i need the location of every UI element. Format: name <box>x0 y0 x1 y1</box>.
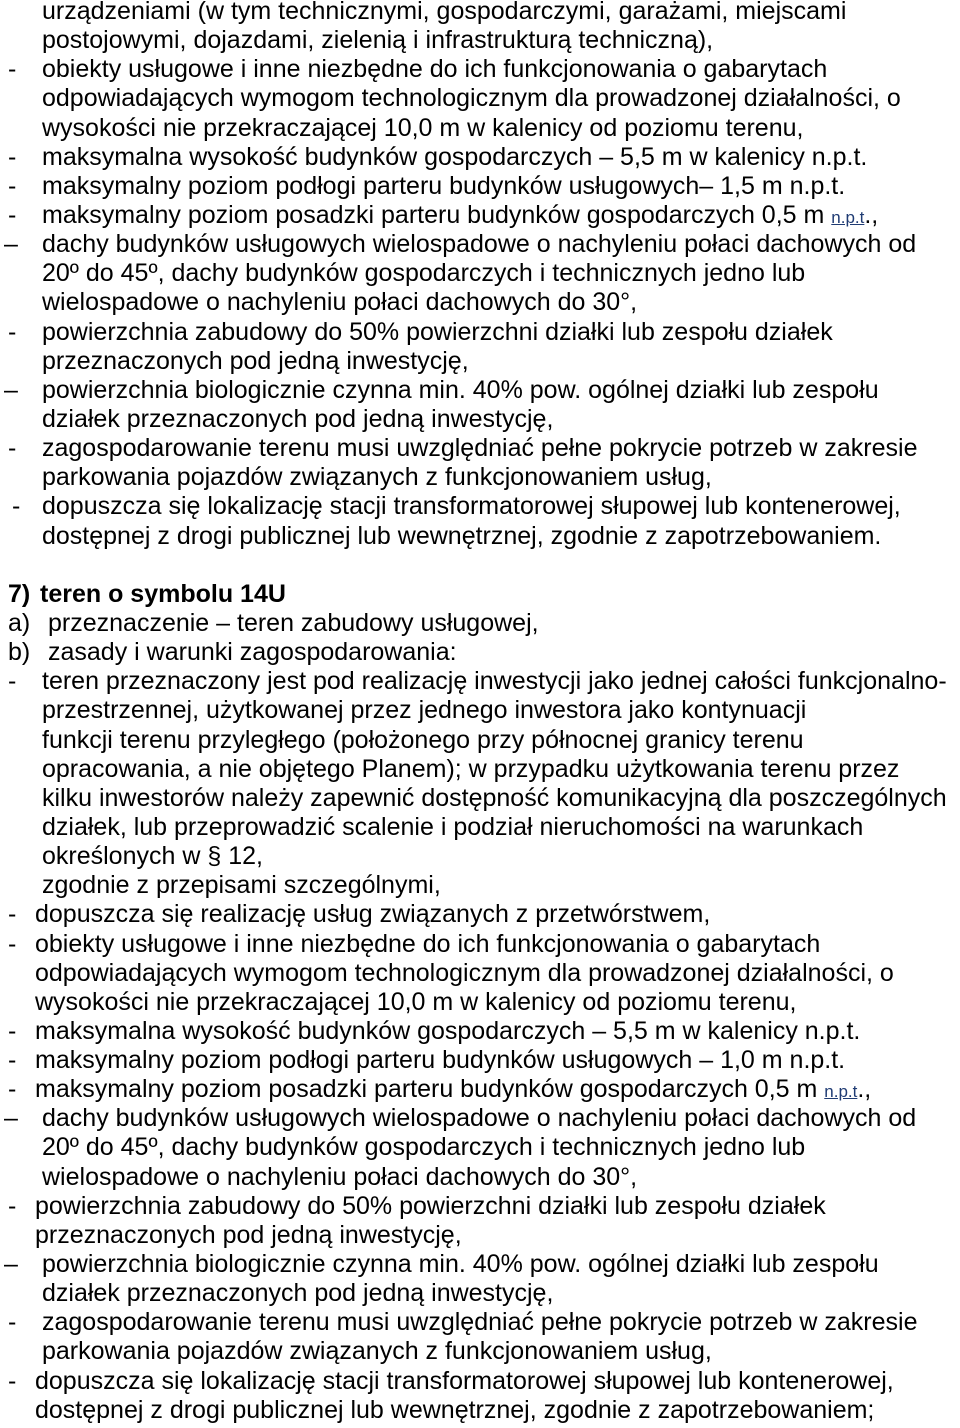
list-item <box>0 230 960 317</box>
bullet-dash: - <box>8 1075 17 1104</box>
bullet-dash: - <box>8 1308 17 1337</box>
item-text: maksymalna wysokość budynków gospodarczych – 5,5 m w kalenicy n.p.t. <box>42 142 868 171</box>
text-line <box>0 1104 960 1133</box>
text-line <box>0 959 960 988</box>
bullet-en-dash: – <box>4 375 18 404</box>
item-text: dopuszcza się lokalizację stacji transformatorowej słupowej lub kontenerowej, <box>35 1366 894 1395</box>
item-text: funkcji terenu przyległego (położonego przy północnej granicy terenu <box>42 725 804 754</box>
bullet-dash: - <box>8 1366 17 1395</box>
text-line <box>0 696 960 725</box>
item-text: przeznaczonych pod jedną inwestycję, <box>35 1220 462 1249</box>
text-line <box>0 930 960 959</box>
text-line <box>0 463 960 492</box>
item-text: odpowiadających wymogom technologicznym dla prowadzonej działalności, o <box>35 958 894 987</box>
text-line <box>0 1367 960 1396</box>
text-line <box>0 1250 960 1279</box>
text-line <box>0 26 960 55</box>
text-line <box>0 1163 960 1192</box>
item-text-main: maksymalny poziom posadzki parteru budynków gospodarczych 0,5 m <box>35 1075 825 1104</box>
item-text <box>42 201 878 232</box>
text-line <box>0 114 960 143</box>
text-line <box>0 492 960 521</box>
list-item <box>0 1104 960 1191</box>
item-text-tail: ., <box>864 200 879 229</box>
item-text: dopuszcza się lokalizację stacji transformatorowej słupowej lub kontenerowej, <box>42 492 901 521</box>
section-number: 7) <box>8 579 31 608</box>
npt-link[interactable]: n.p.t <box>831 207 865 227</box>
item-text: powierzchnia biologicznie czynna min. 40% pow. ogólnej działki lub zespołu <box>42 1250 879 1279</box>
list-item <box>0 376 960 434</box>
item-text: przestrzennej, użytkowanej przez jednego inwestora jako kontynuacji <box>42 696 807 725</box>
text-line <box>0 172 960 201</box>
item-text-main: maksymalny poziom posadzki parteru budynków gospodarczych 0,5 m <box>42 200 832 229</box>
bullet-en-dash: – <box>4 1250 18 1279</box>
item-text: obiekty usługowe i inne niezbędne do ich funkcjonowania o gabarytach <box>42 55 828 84</box>
item-text: dostępnej z drogi publicznej lub wewnętrznej, zgodnie z zapotrzebowaniem; <box>35 1395 875 1424</box>
list-item <box>0 1075 960 1104</box>
text-line <box>0 1133 960 1162</box>
bullet-dash: - <box>12 492 21 521</box>
text-line <box>0 347 960 376</box>
bullet-dash: - <box>8 667 17 696</box>
subpoint-b <box>0 638 960 667</box>
text-line <box>0 667 960 696</box>
list-item <box>0 318 960 376</box>
item-text: 20º do 45º, dachy budynków gospodarczych i technicznych jedno lub <box>42 259 806 288</box>
text-line <box>0 288 960 317</box>
bullet-dash: - <box>8 1016 17 1045</box>
bullet-dash: - <box>8 929 17 958</box>
bullet-dash: - <box>8 1046 17 1075</box>
item-text: powierzchnia zabudowy do 50% powierzchni działki lub zespołu działek <box>35 1191 826 1220</box>
text-line <box>0 84 960 113</box>
item-text: działek przeznaczonych pod jedną inwestycję, <box>42 404 554 433</box>
text-line <box>0 871 960 900</box>
text-line <box>0 1396 960 1425</box>
bullet-dash: - <box>8 171 17 200</box>
npt-link[interactable]: n.p.t <box>824 1082 858 1102</box>
text-line <box>0 988 960 1017</box>
list-item <box>0 1367 960 1425</box>
list-item <box>0 900 960 929</box>
text-line <box>0 376 960 405</box>
text-line <box>0 900 960 929</box>
text-line <box>0 434 960 463</box>
subpoint-text: zasady i warunki zagospodarowania: <box>48 638 457 667</box>
subpoint-text: przeznaczenie – teren zabudowy usługowej, <box>48 608 539 637</box>
item-text: odpowiadających wymogom technologicznym dla prowadzonej działalności, o <box>42 84 901 113</box>
item-text: parkowania pojazdów związanych z funkcjonowaniem usług, <box>42 1337 712 1366</box>
item-text: przeznaczonych pod jedną inwestycję, <box>42 346 469 375</box>
subpoint-a <box>0 609 960 638</box>
list-item <box>0 55 960 142</box>
text-line <box>0 1017 960 1046</box>
subpoint-label: a) <box>8 608 31 637</box>
text-line <box>0 201 960 230</box>
bullet-dash: - <box>8 317 17 346</box>
item-text: parkowania pojazdów związanych z funkcjonowaniem usług, <box>42 463 712 492</box>
item-text: obiekty usługowe i inne niezbędne do ich funkcjonowania o gabarytach <box>35 929 821 958</box>
section-title: teren o symbolu 14U <box>40 579 286 608</box>
text-line <box>0 842 960 871</box>
item-text: zagospodarowanie terenu musi uwzględniać pełne pokrycie potrzeb w zakresie <box>42 1308 918 1337</box>
item-text <box>35 1075 871 1106</box>
list-item <box>0 1046 960 1075</box>
text-line <box>0 318 960 347</box>
list-item <box>0 434 960 492</box>
text-line <box>0 1075 960 1104</box>
list-item <box>0 143 960 172</box>
item-text: teren przeznaczony jest pod realizację inwestycji jako jednej całości funkcjonalno- <box>42 667 947 696</box>
list-item <box>0 492 960 550</box>
list-item <box>0 201 960 230</box>
item-text: wielospadowe o nachyleniu połaci dachowych do 30°, <box>42 1162 638 1191</box>
list-item <box>0 1192 960 1250</box>
item-text: maksymalny poziom podłogi parteru budynków usługowych – 1,0 m n.p.t. <box>35 1046 846 1075</box>
list-item <box>0 930 960 1017</box>
text-line <box>0 726 960 755</box>
text-line <box>0 55 960 84</box>
item-text: powierzchnia biologicznie czynna min. 40% pow. ogólnej działki lub zespołu <box>42 375 879 404</box>
item-text: dostępnej z drogi publicznej lub wewnętrznej, zgodnie z zapotrzebowaniem. <box>42 521 882 550</box>
list-item <box>0 1017 960 1046</box>
text-line <box>0 230 960 259</box>
text-line <box>0 143 960 172</box>
text-line <box>0 1221 960 1250</box>
text-line <box>0 259 960 288</box>
item-text-tail: ., <box>857 1075 872 1104</box>
bullet-dash: - <box>8 1191 17 1220</box>
item-text: zgodnie z przepisami szczególnymi, <box>42 871 441 900</box>
text-line <box>0 0 960 26</box>
bullet-dash: - <box>8 55 17 84</box>
item-text: wysokości nie przekraczającej 10,0 m w kalenicy od poziomu terenu, <box>35 987 797 1016</box>
item-text: działek, lub przeprowadzić scalenie i podział nieruchomości na warunkach <box>42 812 864 841</box>
item-text: opracowania, a nie objętego Planem); w przypadku użytkowania terenu przez <box>42 754 900 783</box>
bullet-en-dash: – <box>4 1104 18 1133</box>
item-text: kilku inwestorów należy zapewnić dostępność komunikacyjną dla poszczególnych <box>42 783 947 812</box>
list-item <box>0 1308 960 1366</box>
text-line <box>0 755 960 784</box>
list-item <box>0 172 960 201</box>
item-text: dachy budynków usługowych wielospadowe o nachyleniu połaci dachowych od <box>42 230 917 259</box>
bullet-dash: - <box>8 434 17 463</box>
text-line <box>0 813 960 842</box>
item-text: działek przeznaczonych pod jedną inwestycję, <box>42 1279 554 1308</box>
item-text: wielospadowe o nachyleniu połaci dachowych do 30°, <box>42 288 638 317</box>
item-text: dachy budynków usługowych wielospadowe o nachyleniu połaci dachowych od <box>42 1104 917 1133</box>
text-line <box>0 1192 960 1221</box>
continuation-text: urządzeniami (w tym technicznymi, gospodarczymi, garażami, miejscami <box>42 0 847 25</box>
blank-line <box>0 551 960 580</box>
text-line <box>0 784 960 813</box>
text-line <box>0 522 960 551</box>
text-line <box>0 1279 960 1308</box>
item-text: wysokości nie przekraczającej 10,0 m w kalenicy od poziomu terenu, <box>42 113 804 142</box>
bullet-dash: - <box>8 200 17 229</box>
bullet-dash: - <box>8 142 17 171</box>
item-text: powierzchnia zabudowy do 50% powierzchni działki lub zespołu działek <box>42 317 833 346</box>
text-line <box>0 405 960 434</box>
item-text: maksymalny poziom podłogi parteru budynków usługowych– 1,5 m n.p.t. <box>42 171 846 200</box>
item-text: maksymalna wysokość budynków gospodarczych – 5,5 m w kalenicy n.p.t. <box>35 1016 861 1045</box>
bullet-en-dash: – <box>4 230 18 259</box>
list-item <box>0 1250 960 1308</box>
bullet-dash: - <box>8 900 17 929</box>
item-text: 20º do 45º, dachy budynków gospodarczych i technicznych jedno lub <box>42 1133 806 1162</box>
continuation-paragraph <box>0 0 960 55</box>
subpoint-label: b) <box>8 638 31 667</box>
text-line <box>0 1308 960 1337</box>
list-item <box>0 667 960 900</box>
text-line <box>0 1046 960 1075</box>
section-heading <box>0 580 960 609</box>
continuation-text: postojowymi, dojazdami, zielenią i infrastrukturą techniczną), <box>42 26 714 55</box>
item-text: określonych w § 12, <box>42 842 263 871</box>
item-text: dopuszcza się realizację usług związanych z przetwórstwem, <box>35 900 711 929</box>
text-line <box>0 1337 960 1366</box>
item-text: zagospodarowanie terenu musi uwzględniać pełne pokrycie potrzeb w zakresie <box>42 434 918 463</box>
